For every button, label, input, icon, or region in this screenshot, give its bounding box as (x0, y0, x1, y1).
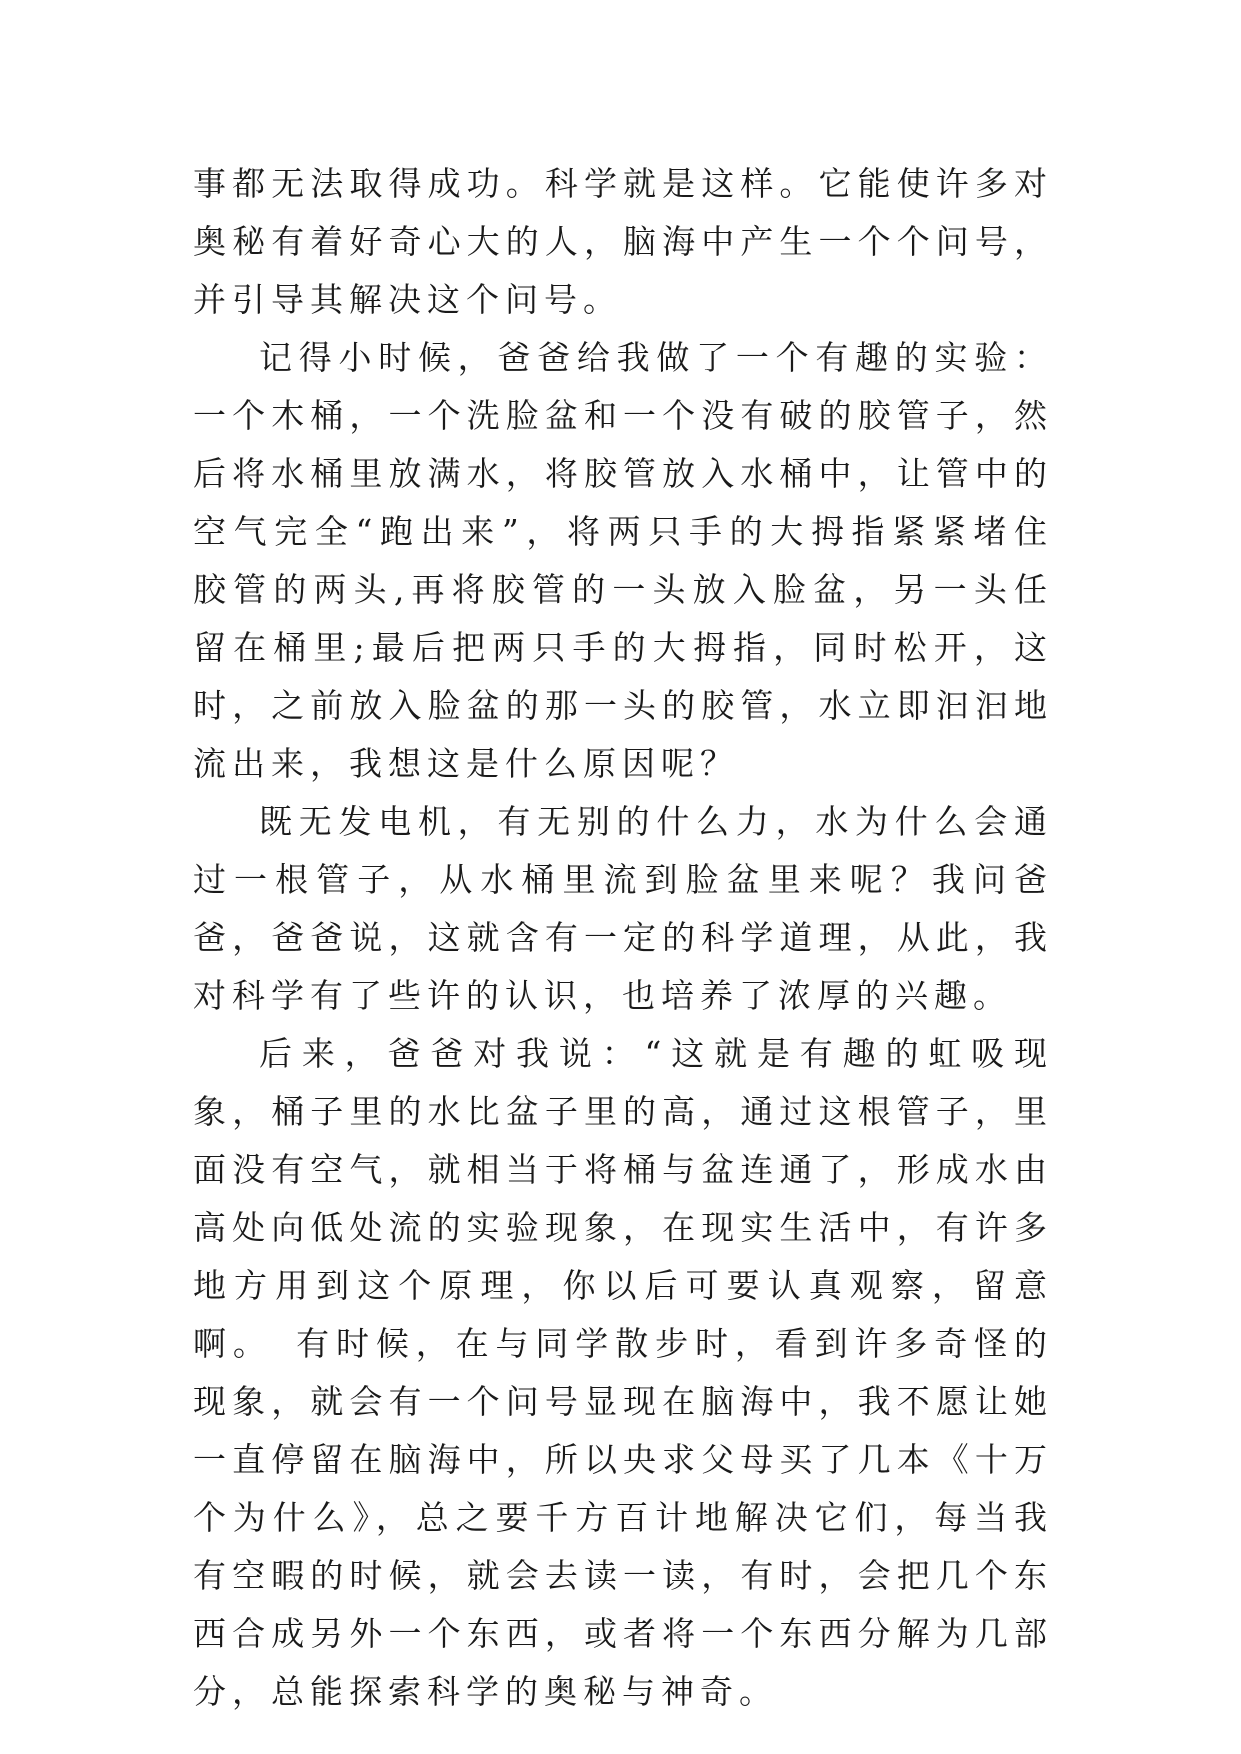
paragraph-4: 后来，爸爸对我说：“这就是有趣的虹吸现象，桶子里的水比盆子里的高，通过这根管子，里面没有空气，就相当于将桶与盆连通了，形成水由高处向低处流的实验现象，在现实生活中，有许多地方用到这个原理，你以后可要认真观察，留意啊。 有时候，在与同学散步时，看到许多奇怪的现象，就会有一个问号显现在脑海中，我不愿让她一直停留在脑海中，所以央求父母买了几本《十万个为什么》，总之要千方百计地解决它们，每当我有空暇的时候，就会去读一读，有时，会把几个东西合成另外一个东西，或者将一个东西分解为几部分，总能探索科学的奥秘与神奇。 (193, 1034, 1053, 1711)
paragraph-2: 记得小时候，爸爸给我做了一个有趣的实验：一个木桶，一个洗脸盆和一个没有破的胶管子，然后将水桶里放满水，将胶管放入水桶中，让管中的空气完全“跑出来”，将两只手的大拇指紧紧堵住胶管的两头,再将胶管的一头放入脸盆，另一头任留在桶里;最后把两只手的大拇指，同时松开，这时，之前放入脸盆的那一头的胶管，水立即汩汩地流出来，我想这是什么原因呢？ (193, 338, 1053, 783)
paragraph-1: 事都无法取得成功。科学就是这样。它能使许多对奥秘有着好奇心大的人，脑海中产生一个个问号，并引导其解决这个问号。 (193, 164, 1053, 319)
paragraph-3: 既无发电机，有无别的什么力，水为什么会通过一根管子，从水桶里流到脸盆里来呢？我问爸爸，爸爸说，这就含有一定的科学道理，从此，我对科学有了些许的认识，也培养了浓厚的兴趣。 (193, 802, 1053, 1015)
body-text (193, 155, 1053, 1721)
